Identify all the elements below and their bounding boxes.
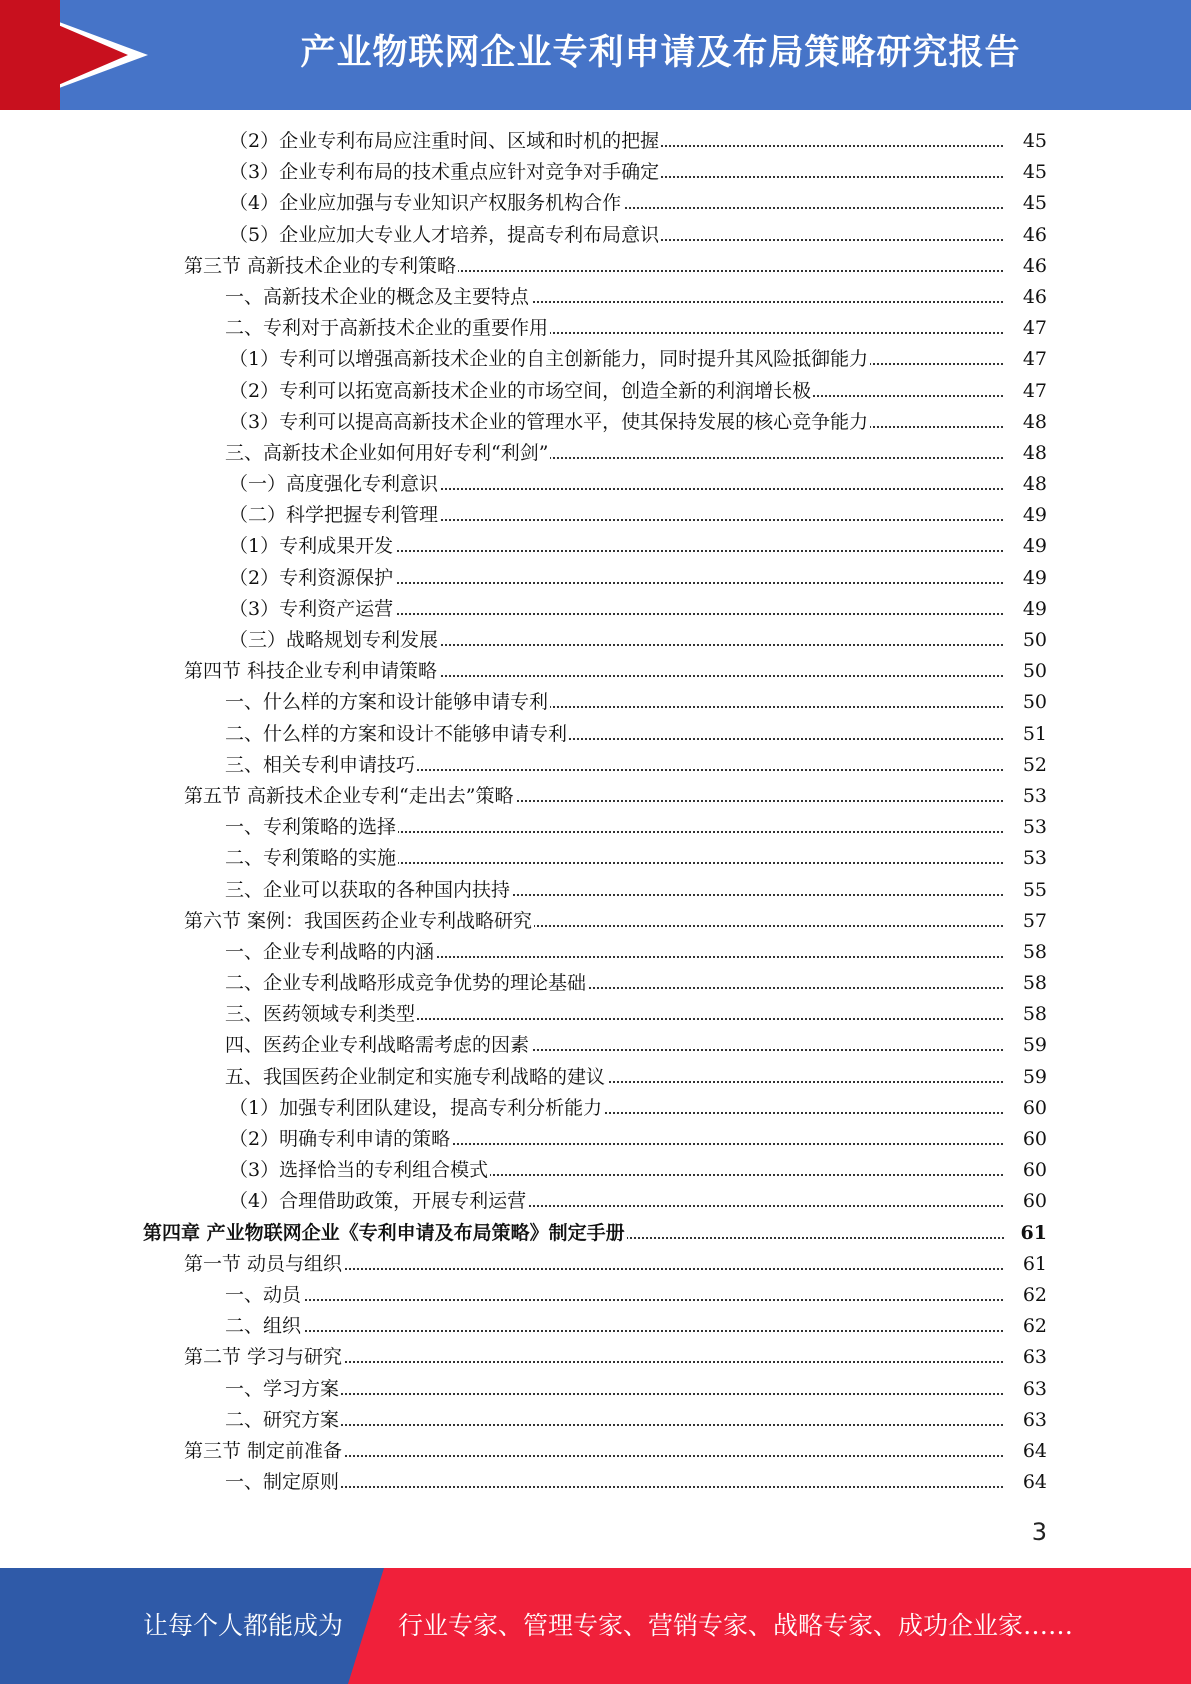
toc-section-entry[interactable] <box>0 1342 1191 1373</box>
toc-entry-label: 一、专利策略的选择 <box>225 812 398 843</box>
toc-subsection-entry[interactable] <box>0 126 1191 157</box>
toc-subsection-entry[interactable] <box>0 687 1191 718</box>
toc-entry-page: 50 <box>1005 625 1047 656</box>
toc-entry-label: （3）企业专利布局的技术重点应针对竞争对手确定 <box>229 157 661 188</box>
toc-entry-label: 一、学习方案 <box>225 1374 341 1405</box>
toc-entry-page: 55 <box>1005 875 1047 906</box>
toc-entry-page: 64 <box>1005 1467 1047 1498</box>
toc-entry-page: 48 <box>1005 469 1047 500</box>
toc-subsection-entry[interactable] <box>0 750 1191 781</box>
footer-slogan-right: 行业专家、管理专家、营销专家、战略专家、成功企业家…… <box>398 1611 1074 1640</box>
toc-section-entry[interactable] <box>0 656 1191 687</box>
toc-entry-label: （4）企业应加强与专业知识产权服务机构合作 <box>229 188 623 219</box>
toc-subsection-entry[interactable] <box>0 719 1191 750</box>
toc-subsection-entry[interactable] <box>0 313 1191 344</box>
toc-entry-page: 61 <box>1005 1218 1047 1249</box>
toc-entry-label: 第二节 学习与研究 <box>184 1342 344 1373</box>
toc-subsection-entry[interactable] <box>0 469 1191 500</box>
toc-entry-page: 49 <box>1005 563 1047 594</box>
toc-section-entry[interactable] <box>0 906 1191 937</box>
toc-entry-page: 62 <box>1005 1280 1047 1311</box>
toc-subsection-entry[interactable] <box>0 1093 1191 1124</box>
toc-entry-label: 第六节 案例：我国医药企业专利战略研究 <box>184 906 534 937</box>
toc-entry-label: （2）专利可以拓宽高新技术企业的市场空间，创造全新的利润增长极 <box>229 376 813 407</box>
toc-dot-leader <box>229 1299 1047 1301</box>
toc-entry-page: 46 <box>1005 251 1047 282</box>
page-number: 3 <box>1031 1518 1047 1546</box>
header-red-block <box>0 0 60 110</box>
toc-entry-label: 四、医药企业专利战略需考虑的因素 <box>225 1030 531 1061</box>
toc-entry-page: 45 <box>1005 157 1047 188</box>
toc-entry-page: 61 <box>1005 1249 1047 1280</box>
toc-subsection-entry[interactable] <box>0 1311 1191 1342</box>
toc-entry-label: （4）合理借助政策，开展专利运营 <box>229 1186 528 1217</box>
toc-entry-page: 64 <box>1005 1436 1047 1467</box>
toc-entry-page: 50 <box>1005 656 1047 687</box>
toc-subsection-entry[interactable] <box>0 1405 1191 1436</box>
toc-subsection-entry[interactable] <box>0 937 1191 968</box>
toc-subsection-entry[interactable] <box>0 220 1191 251</box>
toc-entry-label: （5）企业应加大专业人才培养，提高专利布局意识 <box>229 220 661 251</box>
toc-section-entry[interactable] <box>0 1249 1191 1280</box>
toc-subsection-entry[interactable] <box>0 1374 1191 1405</box>
table-of-contents <box>0 126 1191 1498</box>
toc-entry-label: 二、什么样的方案和设计不能够申请专利 <box>225 719 569 750</box>
toc-dot-leader <box>229 1424 1047 1426</box>
page-header <box>0 0 1191 110</box>
toc-entry-page: 59 <box>1005 1030 1047 1061</box>
toc-subsection-entry[interactable] <box>0 1280 1191 1311</box>
toc-section-entry[interactable] <box>0 251 1191 282</box>
toc-entry-label: 第一节 动员与组织 <box>184 1249 344 1280</box>
toc-entry-page: 60 <box>1005 1093 1047 1124</box>
toc-entry-label: （二）科学把握专利管理 <box>229 500 440 531</box>
toc-entry-label: 一、动员 <box>225 1280 303 1311</box>
toc-entry-label: 三、相关专利申请技巧 <box>225 750 417 781</box>
toc-entry-page: 53 <box>1005 812 1047 843</box>
toc-entry-page: 48 <box>1005 438 1047 469</box>
toc-dot-leader <box>229 1330 1047 1332</box>
toc-entry-label: （1）加强专利团队建设，提高专利分析能力 <box>229 1093 604 1124</box>
toc-subsection-entry[interactable] <box>0 376 1191 407</box>
toc-subsection-entry[interactable] <box>0 875 1191 906</box>
toc-entry-page: 58 <box>1005 999 1047 1030</box>
toc-entry-label: 三、医药领域专利类型 <box>225 999 417 1030</box>
toc-entry-page: 46 <box>1005 282 1047 313</box>
toc-subsection-entry[interactable] <box>0 1186 1191 1217</box>
toc-entry-page: 49 <box>1005 594 1047 625</box>
toc-entry-label: 第三节 制定前准备 <box>184 1436 344 1467</box>
toc-entry-page: 60 <box>1005 1186 1047 1217</box>
footer-slogan-left: 让每个人都能成为 <box>143 1611 344 1640</box>
toc-subsection-entry[interactable] <box>0 625 1191 656</box>
toc-entry-label: 二、研究方案 <box>225 1405 341 1436</box>
toc-entry-label: 二、专利对于高新技术企业的重要作用 <box>225 313 550 344</box>
toc-entry-page: 50 <box>1005 687 1047 718</box>
toc-subsection-entry[interactable] <box>0 1155 1191 1186</box>
toc-subsection-entry[interactable] <box>0 438 1191 469</box>
toc-entry-page: 60 <box>1005 1124 1047 1155</box>
toc-entry-page: 45 <box>1005 126 1047 157</box>
page-footer <box>0 1568 1191 1684</box>
toc-entry-page: 58 <box>1005 968 1047 999</box>
toc-entry-page: 47 <box>1005 313 1047 344</box>
toc-section-entry[interactable] <box>0 1436 1191 1467</box>
toc-dot-leader <box>229 1393 1047 1395</box>
toc-entry-label: （3）选择恰当的专利组合模式 <box>229 1155 490 1186</box>
toc-dot-leader <box>229 1486 1047 1488</box>
toc-entry-label: （3）专利可以提高高新技术企业的管理水平，使其保持发展的核心竞争能力 <box>229 407 870 438</box>
toc-subsection-entry[interactable] <box>0 1062 1191 1093</box>
toc-entry-page: 62 <box>1005 1311 1047 1342</box>
toc-entry-page: 49 <box>1005 531 1047 562</box>
toc-entry-page: 57 <box>1005 906 1047 937</box>
report-title: 产业物联网企业专利申请及布局策略研究报告 <box>300 33 1021 73</box>
toc-entry-label: （2）明确专利申请的策略 <box>229 1124 452 1155</box>
toc-entry-label: 一、高新技术企业的概念及主要特点 <box>225 282 531 313</box>
toc-subsection-entry[interactable] <box>0 843 1191 874</box>
toc-entry-page: 51 <box>1005 719 1047 750</box>
toc-subsection-entry[interactable] <box>0 407 1191 438</box>
toc-entry-label: 三、企业可以获取的各种国内扶持 <box>225 875 512 906</box>
toc-entry-page: 47 <box>1005 376 1047 407</box>
toc-entry-label: （1）专利可以增强高新技术企业的自主创新能力，同时提升其风险抵御能力 <box>229 344 870 375</box>
toc-subsection-entry[interactable] <box>0 812 1191 843</box>
toc-entry-page: 59 <box>1005 1062 1047 1093</box>
toc-entry-page: 60 <box>1005 1155 1047 1186</box>
toc-entry-page: 46 <box>1005 220 1047 251</box>
toc-entry-page: 63 <box>1005 1405 1047 1436</box>
toc-entry-label: （三）战略规划专利发展 <box>229 625 440 656</box>
toc-entry-label: 三、高新技术企业如何用好专利“利剑” <box>225 438 550 469</box>
toc-subsection-entry[interactable] <box>0 1467 1191 1498</box>
toc-entry-label: （2）专利资源保护 <box>229 563 395 594</box>
toc-entry-label: 第四节 科技企业专利申请策略 <box>184 656 439 687</box>
footer-blue-slant <box>348 1568 384 1684</box>
toc-entry-label: 二、组织 <box>225 1311 303 1342</box>
toc-entry-page: 53 <box>1005 781 1047 812</box>
toc-entry-label: （2）企业专利布局应注重时间、区域和时机的把握 <box>229 126 661 157</box>
toc-subsection-entry[interactable] <box>0 1030 1191 1061</box>
toc-entry-page: 52 <box>1005 750 1047 781</box>
toc-entry-label: 一、制定原则 <box>225 1467 341 1498</box>
toc-entry-label: 二、专利策略的实施 <box>225 843 398 874</box>
toc-entry-label: （1）专利成果开发 <box>229 531 395 562</box>
toc-entry-label: （一）高度强化专利意识 <box>229 469 440 500</box>
toc-entry-label: 二、企业专利战略形成竞争优势的理论基础 <box>225 968 588 999</box>
toc-subsection-entry[interactable] <box>0 157 1191 188</box>
toc-entry-page: 63 <box>1005 1342 1047 1373</box>
toc-subsection-entry[interactable] <box>0 531 1191 562</box>
toc-subsection-entry[interactable] <box>0 1124 1191 1155</box>
toc-section-entry[interactable] <box>0 781 1191 812</box>
toc-subsection-entry[interactable] <box>0 594 1191 625</box>
toc-subsection-entry[interactable] <box>0 500 1191 531</box>
toc-entry-page: 45 <box>1005 188 1047 219</box>
toc-entry-page: 53 <box>1005 843 1047 874</box>
toc-entry-label: （3）专利资产运营 <box>229 594 395 625</box>
toc-entry-page: 63 <box>1005 1374 1047 1405</box>
toc-chapter-entry[interactable] <box>0 1218 1191 1249</box>
toc-entry-page: 49 <box>1005 500 1047 531</box>
toc-entry-label: 一、企业专利战略的内涵 <box>225 937 436 968</box>
toc-subsection-entry[interactable] <box>0 968 1191 999</box>
toc-subsection-entry[interactable] <box>0 999 1191 1030</box>
toc-entry-page: 47 <box>1005 344 1047 375</box>
toc-entry-label: 第三节 高新技术企业的专利策略 <box>184 251 458 282</box>
toc-entry-label: 一、什么样的方案和设计能够申请专利 <box>225 687 550 718</box>
toc-entry-page: 48 <box>1005 407 1047 438</box>
toc-entry-page: 58 <box>1005 937 1047 968</box>
toc-entry-label: 第五节 高新技术企业专利“走出去”策略 <box>184 781 515 812</box>
toc-subsection-entry[interactable] <box>0 563 1191 594</box>
toc-entry-label: 五、我国医药企业制定和实施专利战略的建议 <box>225 1062 607 1093</box>
toc-subsection-entry[interactable] <box>0 188 1191 219</box>
toc-subsection-entry[interactable] <box>0 282 1191 313</box>
toc-entry-label: 第四章 产业物联网企业《专利申请及布局策略》制定手册 <box>143 1218 627 1249</box>
toc-subsection-entry[interactable] <box>0 344 1191 375</box>
